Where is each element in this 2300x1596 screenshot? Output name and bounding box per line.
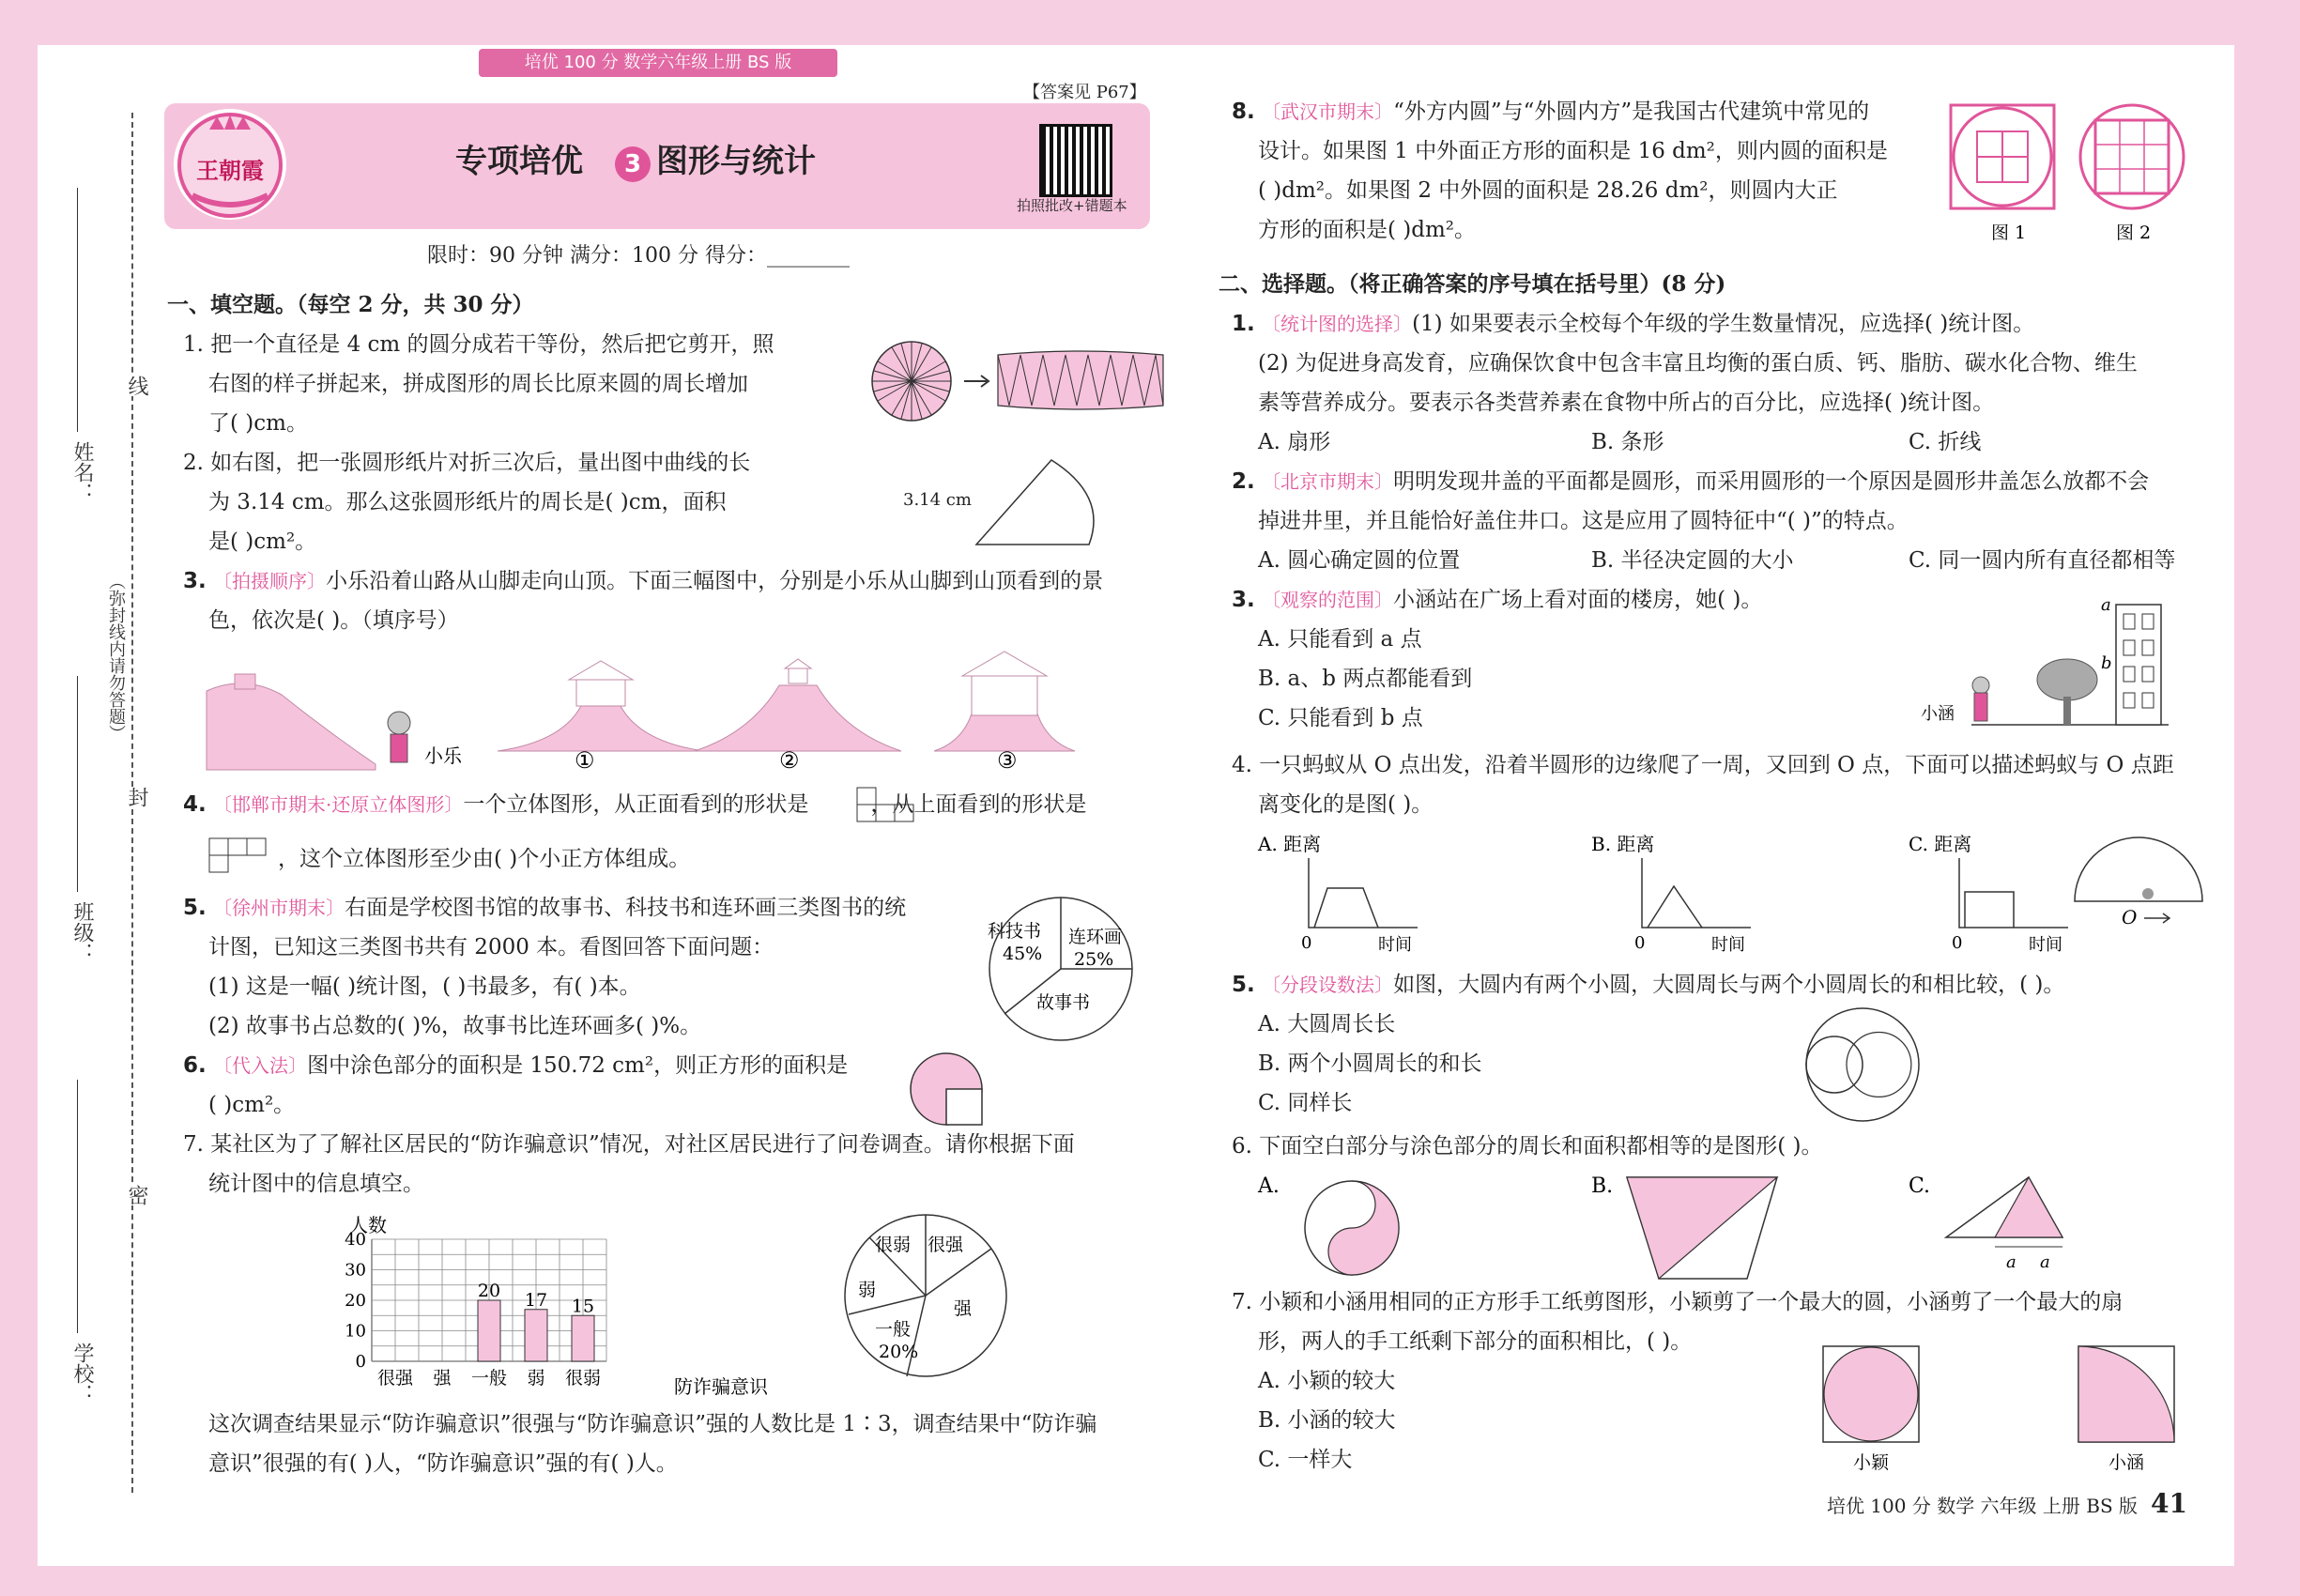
q3-scene-base [207, 674, 410, 770]
q3-label-2: ② [779, 747, 800, 774]
c2-option-c[interactable]: C. 同一圆内所有直径都相等 [1909, 548, 2176, 573]
q6-figure [909, 1051, 984, 1127]
c5-option-a[interactable]: A. 大圆周长长 [1258, 1012, 1396, 1036]
q2-line1: 2. 如右图，把一张圆形纸片对折三次后，量出图中曲线的长 [183, 451, 751, 475]
arrow-right-icon [964, 376, 989, 387]
q6-line1: 6. 〔代入法〕图中涂色部分的面积是 150.72 cm²，则正方形的面积是 [183, 1053, 849, 1078]
q8-text-1: “外方内圆”与“外圆内方”是我国古代建筑中常见的 [1393, 100, 1870, 124]
q5-slice-label-keji: 科技书 [988, 921, 1042, 942]
c4-figures [1258, 830, 2216, 958]
school-label: 学校： [70, 1343, 94, 1404]
logo-graphic [174, 109, 286, 220]
q5-slice-pct-keji: 45% [1003, 944, 1043, 964]
q4-text-a: 一个立体图形，从正面看到的形状是 [463, 792, 809, 817]
q5-pie-chart [976, 894, 1145, 1044]
ant-icon [2142, 888, 2154, 899]
c7-option-b[interactable]: B. 小涵的较大 [1258, 1408, 1396, 1433]
c1-tag: 〔统计图的选择〕 [1262, 313, 1413, 335]
bar-xticks [377, 1368, 601, 1389]
c5-circles-figure [1802, 1005, 1924, 1127]
c1-option-a[interactable]: A. 扇形 [1258, 430, 1331, 454]
bar-mark [478, 1300, 500, 1361]
q3-line2: 色，依次是( )。（填序号） [208, 608, 459, 633]
c7-line1: 7. 小颖和小涵用相同的正方形手工纸剪图形，小颖剪了一个最大的圆，小涵剪了一个最大的扇 [1232, 1290, 2124, 1314]
class-label: 班级： [70, 901, 94, 963]
bar-data-label: 15 [571, 1296, 595, 1317]
bar-xtick-label: 很弱 [564, 1368, 602, 1389]
header-banner: 培优 100 分 数学六年级上册 BS 版 [479, 49, 837, 77]
q8-tag: 〔武汉市期末〕 [1262, 100, 1394, 123]
c4-c-origin: 0 [1952, 933, 1963, 953]
page-footer [1827, 1488, 2187, 1519]
c6-option-b-label: B. [1591, 1174, 1614, 1198]
q8-figures [1949, 101, 2202, 242]
bar-xtick-label: 一般 [470, 1368, 508, 1389]
c4-option-a-label: A. 距离 [1258, 833, 1322, 855]
q3-scene-1 [498, 661, 704, 751]
bar-yticks [345, 1230, 366, 1372]
c4-a-origin: 0 [1301, 933, 1312, 953]
c4-line1: 4. 一只蚂蚁从 O 点出发，沿着半圆形的边缘爬了一周，又回到 O 点，下面可以描述蚂蚁与 O 点距 [1232, 753, 2174, 777]
page-title [455, 135, 816, 182]
c6-option-c-label: C. [1909, 1174, 1931, 1198]
qr-caption: 拍照批改+错题本 [1017, 197, 1127, 214]
q4-line2: ，这个立体图形至少由( )个小正方体组成。 [278, 847, 691, 871]
c1-option-c[interactable]: C. 折线 [1909, 430, 1982, 454]
q6-line2: ( )cm²。 [208, 1093, 296, 1117]
c2-text-1: 明明发现井盖的平面都是圆形，而采用圆形的一个原因是圆形井盖怎么放都不会 [1393, 469, 2150, 494]
bar-ylabel: 人数 [349, 1214, 387, 1236]
q5-line2: 计图，已知这三类图书共有 2000 本。看图回答下面问题： [208, 935, 774, 959]
q7-tail-line1: 这次调查结果显示“防诈骗意识”很强与“防诈骗意识”强的人数比是 1∶3，调查结果中“防诈骗 [208, 1412, 1097, 1436]
bar-ytick-label: 30 [345, 1260, 366, 1281]
c4-option-c-label: C. 距离 [1909, 833, 1972, 855]
q7-line2: 统计图中的信息填空。 [208, 1172, 424, 1196]
section-1-heading: 一、填空题。（每空 2 分，共 30 分） [167, 292, 534, 317]
binding-xian: 线 [122, 376, 151, 396]
q5-line4: (2) 故事书占总数的( )%，故事书比连环画多( )%。 [208, 1014, 702, 1038]
logo [174, 109, 286, 220]
bar-ytick-label: 10 [345, 1321, 366, 1342]
c2-line2: 掉进井里，并且能恰好盖住井口。这是应用了圆特征中“( )”的特点。 [1258, 509, 1909, 533]
q7-slice-label-henqiang: 很强 [928, 1235, 964, 1255]
c4-b-origin: 0 [1634, 933, 1646, 953]
q3-label-1: ① [575, 747, 595, 774]
footer-text: 培优 100 分 数学 六年级 上册 BS 版 [1826, 1495, 2139, 1517]
binding-note: （弥封线内请勿答题） [106, 573, 126, 742]
q1-figure [868, 338, 1178, 422]
qr-code-icon[interactable] [1039, 124, 1112, 197]
logo-text: 王朝霞 [196, 157, 264, 184]
c1-line3: 素等营养成分。要表示各类营养素在食物中所占的百分比，应选择( )统计图。 [1258, 391, 1995, 415]
bar-xtick-label: 很强 [376, 1368, 414, 1389]
q4-tag: 〔邯郸市期末·还原立体图形〕 [213, 793, 464, 816]
bar-data-label: 17 [524, 1289, 548, 1311]
c3-text: 小涵站在广场上看对面的楼房，她( )。 [1393, 588, 1763, 612]
q4-top-view-figure [208, 837, 270, 875]
c5-text: 如图，大圆内有两个小圆，大圆周长与两个小圆周长的和相比较，( )。 [1393, 973, 2065, 997]
q7-slice-label-henruo: 很弱 [875, 1235, 912, 1255]
c5-option-b[interactable]: B. 两个小圆周长的和长 [1258, 1051, 1482, 1076]
c5-line1: 5. 〔分段设数法〕如图，大圆内有两个小圆，大圆周长与两个小圆周长的和相比较，( )。 [1232, 973, 2065, 997]
q5-line1: 5. 〔徐州市期末〕右面是学校图书馆的故事书、科技书和连环画三类图书的统 [183, 896, 907, 920]
c3-tag: 〔观察的范围〕 [1262, 589, 1394, 611]
c6-line1: 6. 下面空白部分与涂色部分的周长和面积都相等的是图形( )。 [1232, 1134, 1823, 1159]
c6-option-a-label: A. [1258, 1174, 1280, 1198]
c3-line1: 3. 〔观察的范围〕小涵站在广场上看对面的楼房，她( )。 [1232, 588, 1763, 612]
title-part-b: 图形与统计 [656, 143, 816, 180]
arrow-right-icon [2144, 913, 2170, 923]
bar-xtick-label: 弱 [527, 1368, 545, 1389]
class-field[interactable] [77, 676, 78, 892]
q7-slice-label-yiban: 一般 [875, 1319, 912, 1340]
c5-tag: 〔分段设数法〕 [1262, 974, 1394, 996]
c7-figures [1821, 1344, 2178, 1476]
q2-line2: 为 3.14 cm。那么这张圆形纸片的周长是( )cm，面积 [208, 490, 727, 514]
q3-scene-3 [934, 652, 1075, 751]
q8-line2: 设计。如果图 1 中外面正方形的面积是 16 dm²，则内圆的面积是 [1258, 139, 1888, 163]
q3-label-3: ③ [997, 747, 1018, 774]
c4-option-c[interactable] [1909, 833, 2068, 955]
c4-option-a[interactable] [1257, 833, 1418, 955]
q3-scene-2 [695, 659, 901, 751]
q3-line1: 3. 〔拍摄顺序〕小乐沿着山路从山脚走向山顶。下面三幅图中，分别是小乐从山脚到山顶看到的景 [183, 569, 1104, 593]
exam-meta: 限时：90 分钟 满分：100 分 得分：________ [427, 244, 850, 268]
q1-line1: 1. 把一个直径是 4 cm 的圆分成若干等份，然后把它剪开，照 [183, 332, 774, 357]
q7-slice-pct-yiban: 20% [879, 1342, 919, 1362]
q7-bar-chart [338, 1211, 807, 1399]
c7-xiaohan-figure [2078, 1346, 2174, 1473]
title-number: 3 [615, 146, 651, 182]
q5-text-1: 右面是学校图书馆的故事书、科技书和连环画三类图书的统 [345, 896, 907, 920]
bar-mark [525, 1310, 547, 1361]
c4-semicircle-figure [2075, 837, 2202, 928]
q8-line4: 方形的面积是( )dm²。 [1258, 218, 1477, 242]
q5-tag: 〔徐州市期末〕 [213, 897, 345, 919]
q3-tag: 〔拍摄顺序〕 [213, 570, 327, 592]
bar-ytick-label: 0 [355, 1352, 366, 1372]
name-label: 姓名： [70, 441, 94, 503]
c1-line1: 1. 〔统计图的选择〕(1) 如果要表示全校每个年级的学生数量情况，应选择( )统计图。 [1232, 312, 2035, 336]
q5-slice-label-gushi: 故事书 [1036, 992, 1091, 1013]
c3-option-c[interactable]: C. 只能看到 b 点 [1258, 706, 1423, 730]
q3-label-xiaole: 小乐 [424, 744, 462, 767]
c2-line1: 2. 〔北京市期末〕明明发现井盖的平面都是圆形，而采用圆形的一个原因是圆形井盖怎么放都不会 [1232, 469, 2150, 494]
q7-slice-label-qiang: 强 [954, 1298, 973, 1319]
c4-a-xlabel: 时间 [1378, 935, 1412, 955]
c4-origin-o: O [2122, 906, 2138, 928]
c1-text-1: (1) 如果要表示全校每个年级的学生数量情况，应选择( )统计图。 [1412, 312, 2035, 336]
c3-point-a: a [2101, 595, 2111, 615]
c1-option-b[interactable]: B. 条形 [1591, 430, 1664, 454]
c6-label-a2: a [2040, 1252, 2050, 1272]
c7-line2: 形，两人的手工纸剩下部分的面积相比，( )。 [1258, 1329, 1693, 1354]
c2-option-a[interactable]: A. 圆心确定圆的位置 [1258, 548, 1461, 573]
school-field[interactable] [77, 1080, 78, 1333]
q7-tail-line2: 意识”很强的有( )人，“防诈骗意识”强的有( )人。 [208, 1451, 678, 1476]
c6-label-a1: a [2006, 1252, 2016, 1272]
q2-sector-figure [976, 458, 1127, 548]
q7-slice-label-ruo: 弱 [858, 1280, 877, 1300]
bar-ytick-label: 20 [345, 1291, 366, 1311]
title-box [164, 103, 1150, 229]
c7-option-a[interactable]: A. 小颖的较大 [1258, 1369, 1396, 1393]
c2-tag: 〔北京市期末〕 [1262, 470, 1394, 493]
q4-line1: 4. 〔邯郸市期末·还原立体图形〕一个立体图形，从正面看到的形状是 ，从上面看到的形状是 [183, 792, 1087, 817]
q3-text-1: 小乐沿着山路从山脚走向山顶。下面三幅图中，分别是小乐从山脚到山顶看到的景 [326, 569, 1104, 593]
q4-text-b: ，从上面看到的形状是 [870, 792, 1087, 817]
c7-label-xiaohan: 小涵 [2108, 1452, 2145, 1473]
section-2-heading: 二、选择题。（将正确答案的序号填在括号里）(8 分) [1219, 271, 1726, 297]
bar-xtick-label: 强 [433, 1368, 452, 1389]
c6-option-a[interactable] [1257, 1174, 1399, 1275]
q6-tag: 〔代入法〕 [213, 1054, 308, 1077]
c3-label-xiaohan: 小涵 [1921, 704, 1955, 724]
c2-option-b[interactable]: B. 半径决定圆的大小 [1591, 548, 1794, 573]
c3-option-b[interactable]: B. a、b 两点都能看到 [1258, 667, 1473, 691]
bar-xlabel: 防诈骗意识 [674, 1375, 768, 1398]
bar-marks [478, 1281, 594, 1361]
c6-option-b[interactable] [1591, 1174, 1777, 1279]
q1-line2: 右图的样子拼起来，拼成图形的周长比原来圆的周长增加 [208, 372, 748, 396]
q8-figure-2 [2080, 105, 2184, 208]
c3-point-b: b [2101, 653, 2112, 673]
q6-text-1: 图中涂色部分的面积是 150.72 cm²，则正方形的面积是 [307, 1053, 849, 1078]
title-part-a: 专项培优 [455, 143, 583, 180]
answer-reference: 【答案见 P67】 [1023, 83, 1146, 102]
bar-ytick-label: 40 [345, 1230, 366, 1250]
bar-mark [572, 1315, 594, 1361]
c3-option-a[interactable]: A. 只能看到 a 点 [1258, 627, 1422, 652]
q5-line3: (1) 这是一幅( )统计图，( )书最多，有( )本。 [208, 974, 641, 999]
q2-line3: 是( )cm²。 [208, 529, 317, 554]
c5-option-c[interactable]: C. 同样长 [1258, 1091, 1353, 1115]
q8-figure-2-label: 图 2 [2116, 223, 2152, 243]
q8-figure-1 [1951, 105, 2054, 208]
q1-pie-figure [872, 342, 951, 421]
name-field[interactable] [77, 188, 78, 432]
c7-xiaoying-figure [1823, 1346, 1919, 1473]
c6-option-c[interactable] [1909, 1174, 2062, 1272]
binding-feng: 封 [122, 787, 151, 807]
c7-label-xiaoying: 小颖 [1853, 1452, 1890, 1473]
c1-line2: (2) 为促进身高发育，应确保饮食中包含丰富且均衡的蛋白质、钙、脂肪、碳水化合物、维生 [1258, 351, 2138, 376]
c3-figure [1915, 591, 2178, 732]
binding-mi: 密 [122, 1185, 151, 1205]
q8-line3: ( )dm²。如果图 2 中外圆的面积是 28.26 dm²，则圆内大正 [1258, 178, 1838, 203]
q7-line1: 7. 某社区为了了解社区居民的“防诈骗意识”情况，对社区居民进行了问卷调查。请你根据下面 [183, 1132, 1075, 1157]
q7-pie-chart [841, 1211, 1010, 1380]
c4-c-xlabel: 时间 [2029, 935, 2062, 955]
c4-option-b[interactable] [1591, 833, 1751, 955]
q3-scenes [207, 648, 1089, 779]
q1-line3: 了( )cm。 [208, 411, 308, 436]
q2-measure-label: 3.14 cm [903, 490, 972, 510]
q4-front-view-figure [856, 787, 918, 824]
c6-figures [1258, 1170, 2197, 1282]
page-number: 41 [2151, 1488, 2187, 1519]
c4-option-b-label: B. 距离 [1591, 833, 1655, 855]
c4-line2: 离变化的是图( )。 [1258, 792, 1434, 817]
q8-figure-1-label: 图 1 [1991, 223, 2027, 243]
q8-line1: 8. 〔武汉市期末〕“外方内圆”与“外圆内方”是我国古代建筑中常见的 [1232, 100, 1870, 124]
c4-b-xlabel: 时间 [1711, 935, 1745, 955]
bar-data-label: 20 [477, 1281, 501, 1301]
q5-slice-pct-lianhuanhua: 25% [1074, 949, 1114, 970]
q5-slice-label-lianhuanhua: 连环画 [1068, 927, 1123, 947]
c7-option-c[interactable]: C. 一样大 [1258, 1448, 1353, 1472]
